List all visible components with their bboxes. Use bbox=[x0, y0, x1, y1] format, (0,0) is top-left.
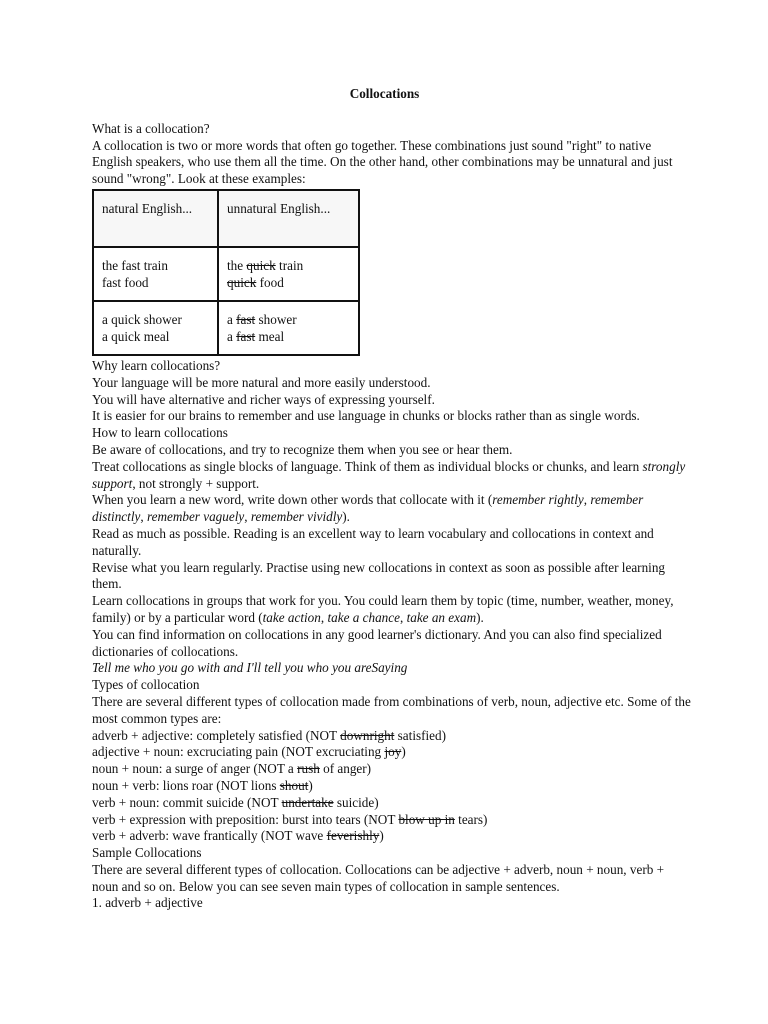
struck-word: fast bbox=[236, 328, 256, 344]
natural-example: a quick shower bbox=[102, 311, 182, 327]
unnatural-example: a fast shower bbox=[227, 311, 297, 327]
type-item: verb + noun: commit suicide (NOT undertake suicide) bbox=[92, 794, 379, 810]
natural-example: the fast train bbox=[102, 257, 168, 273]
how-new-word: When you learn a new word, write down other words that collocate with it (remember rightly, remember distinctly, remember vaguely, remember vividly). bbox=[92, 492, 644, 525]
document-page bbox=[92, 86, 692, 912]
how-read: Read as much as possible. Reading is an excellent way to learn vocabulary and collocations in context and naturally. bbox=[92, 525, 654, 558]
type-item: noun + noun: a surge of anger (NOT a rush of anger) bbox=[92, 761, 372, 777]
why-item: It is easier for our brains to remember and use language in chunks or blocks rather than as single words. bbox=[92, 408, 640, 424]
type-item: verb + adverb: wave frantically (NOT wave feverishly) bbox=[92, 828, 384, 844]
why-item: You will have alternative and richer ways of expressing yourself. bbox=[92, 391, 435, 407]
intro-question: What is a collocation? bbox=[92, 120, 210, 136]
how-dictionary: You can find information on collocations in any good learner's dictionary. And you can also find specialized dictionaries of collocations. bbox=[92, 626, 662, 659]
table-row bbox=[93, 247, 359, 301]
type-item: verb + expression with preposition: burst into tears (NOT blow up in tears) bbox=[92, 811, 488, 827]
struck-word: quick bbox=[246, 257, 276, 273]
header-natural: natural English... bbox=[93, 190, 218, 247]
how-groups: Learn collocations in groups that work for you. You could learn them by topic (time, number, weather, money, family) or by a particular word (take action, take a chance, take an exam). bbox=[92, 593, 674, 625]
header-unnatural: unnatural English... bbox=[218, 190, 359, 247]
how-treat: Treat collocations as single blocks of language. Think of them as individual blocks or chunks, and learn strongly support, not strongly + support. bbox=[92, 458, 686, 491]
types-intro: There are several different types of collocation made from combinations of verb, noun, adjective etc. Some of the most common types are: bbox=[92, 693, 691, 726]
type-item: adjective + noun: excruciating pain (NOT excruciating joy) bbox=[92, 744, 406, 760]
struck-word: fast bbox=[236, 311, 256, 327]
types-heading: Types of collocation bbox=[92, 677, 200, 693]
type-item: adverb + adjective: completely satisfied (NOT downright satisfied) bbox=[92, 727, 447, 743]
how-aware: Be aware of collocations, and try to recognize them when you see or hear them. bbox=[92, 441, 513, 457]
table-row bbox=[93, 301, 359, 355]
natural-cell bbox=[93, 247, 218, 301]
struck-word: quick bbox=[227, 274, 257, 290]
table-header-row bbox=[93, 190, 359, 247]
how-heading: How to learn collocations bbox=[92, 425, 228, 441]
saying: Tell me who you go with and I'll tell you who you areSaying bbox=[92, 660, 408, 676]
natural-example: fast food bbox=[102, 274, 149, 290]
intro-text: A collocation is two or more words that often go together. These combinations just sound "right" to native English speakers, who use them all the time. On the other hand, other combinations may be unnatural and just sound "wrong". Look at these examples: bbox=[92, 137, 673, 187]
how-revise: Revise what you learn regularly. Practise using new collocations in context as soon as possible after learning them. bbox=[92, 559, 666, 592]
why-heading: Why learn collocations? bbox=[92, 357, 221, 373]
sample-first-type: 1. adverb + adjective bbox=[92, 895, 203, 911]
type-item: noun + verb: lions roar (NOT lions shout) bbox=[92, 777, 313, 793]
unnatural-example: a fast meal bbox=[227, 328, 285, 344]
examples-table bbox=[92, 189, 360, 356]
unnatural-cell bbox=[218, 301, 359, 355]
sample-text: There are several different types of collocation. Collocations can be adjective + adverb, noun + noun, verb + noun and so on. Below you can see seven main types of collocation in sample sentences. bbox=[92, 861, 665, 894]
sample-heading: Sample Collocations bbox=[92, 845, 202, 861]
natural-example: a quick meal bbox=[102, 328, 170, 344]
why-item: Your language will be more natural and more easily understood. bbox=[92, 374, 431, 390]
unnatural-example: quick food bbox=[227, 274, 284, 290]
page-title: Collocations bbox=[349, 86, 420, 101]
unnatural-example: the quick train bbox=[227, 257, 304, 273]
natural-cell bbox=[93, 301, 218, 355]
unnatural-cell bbox=[218, 247, 359, 301]
